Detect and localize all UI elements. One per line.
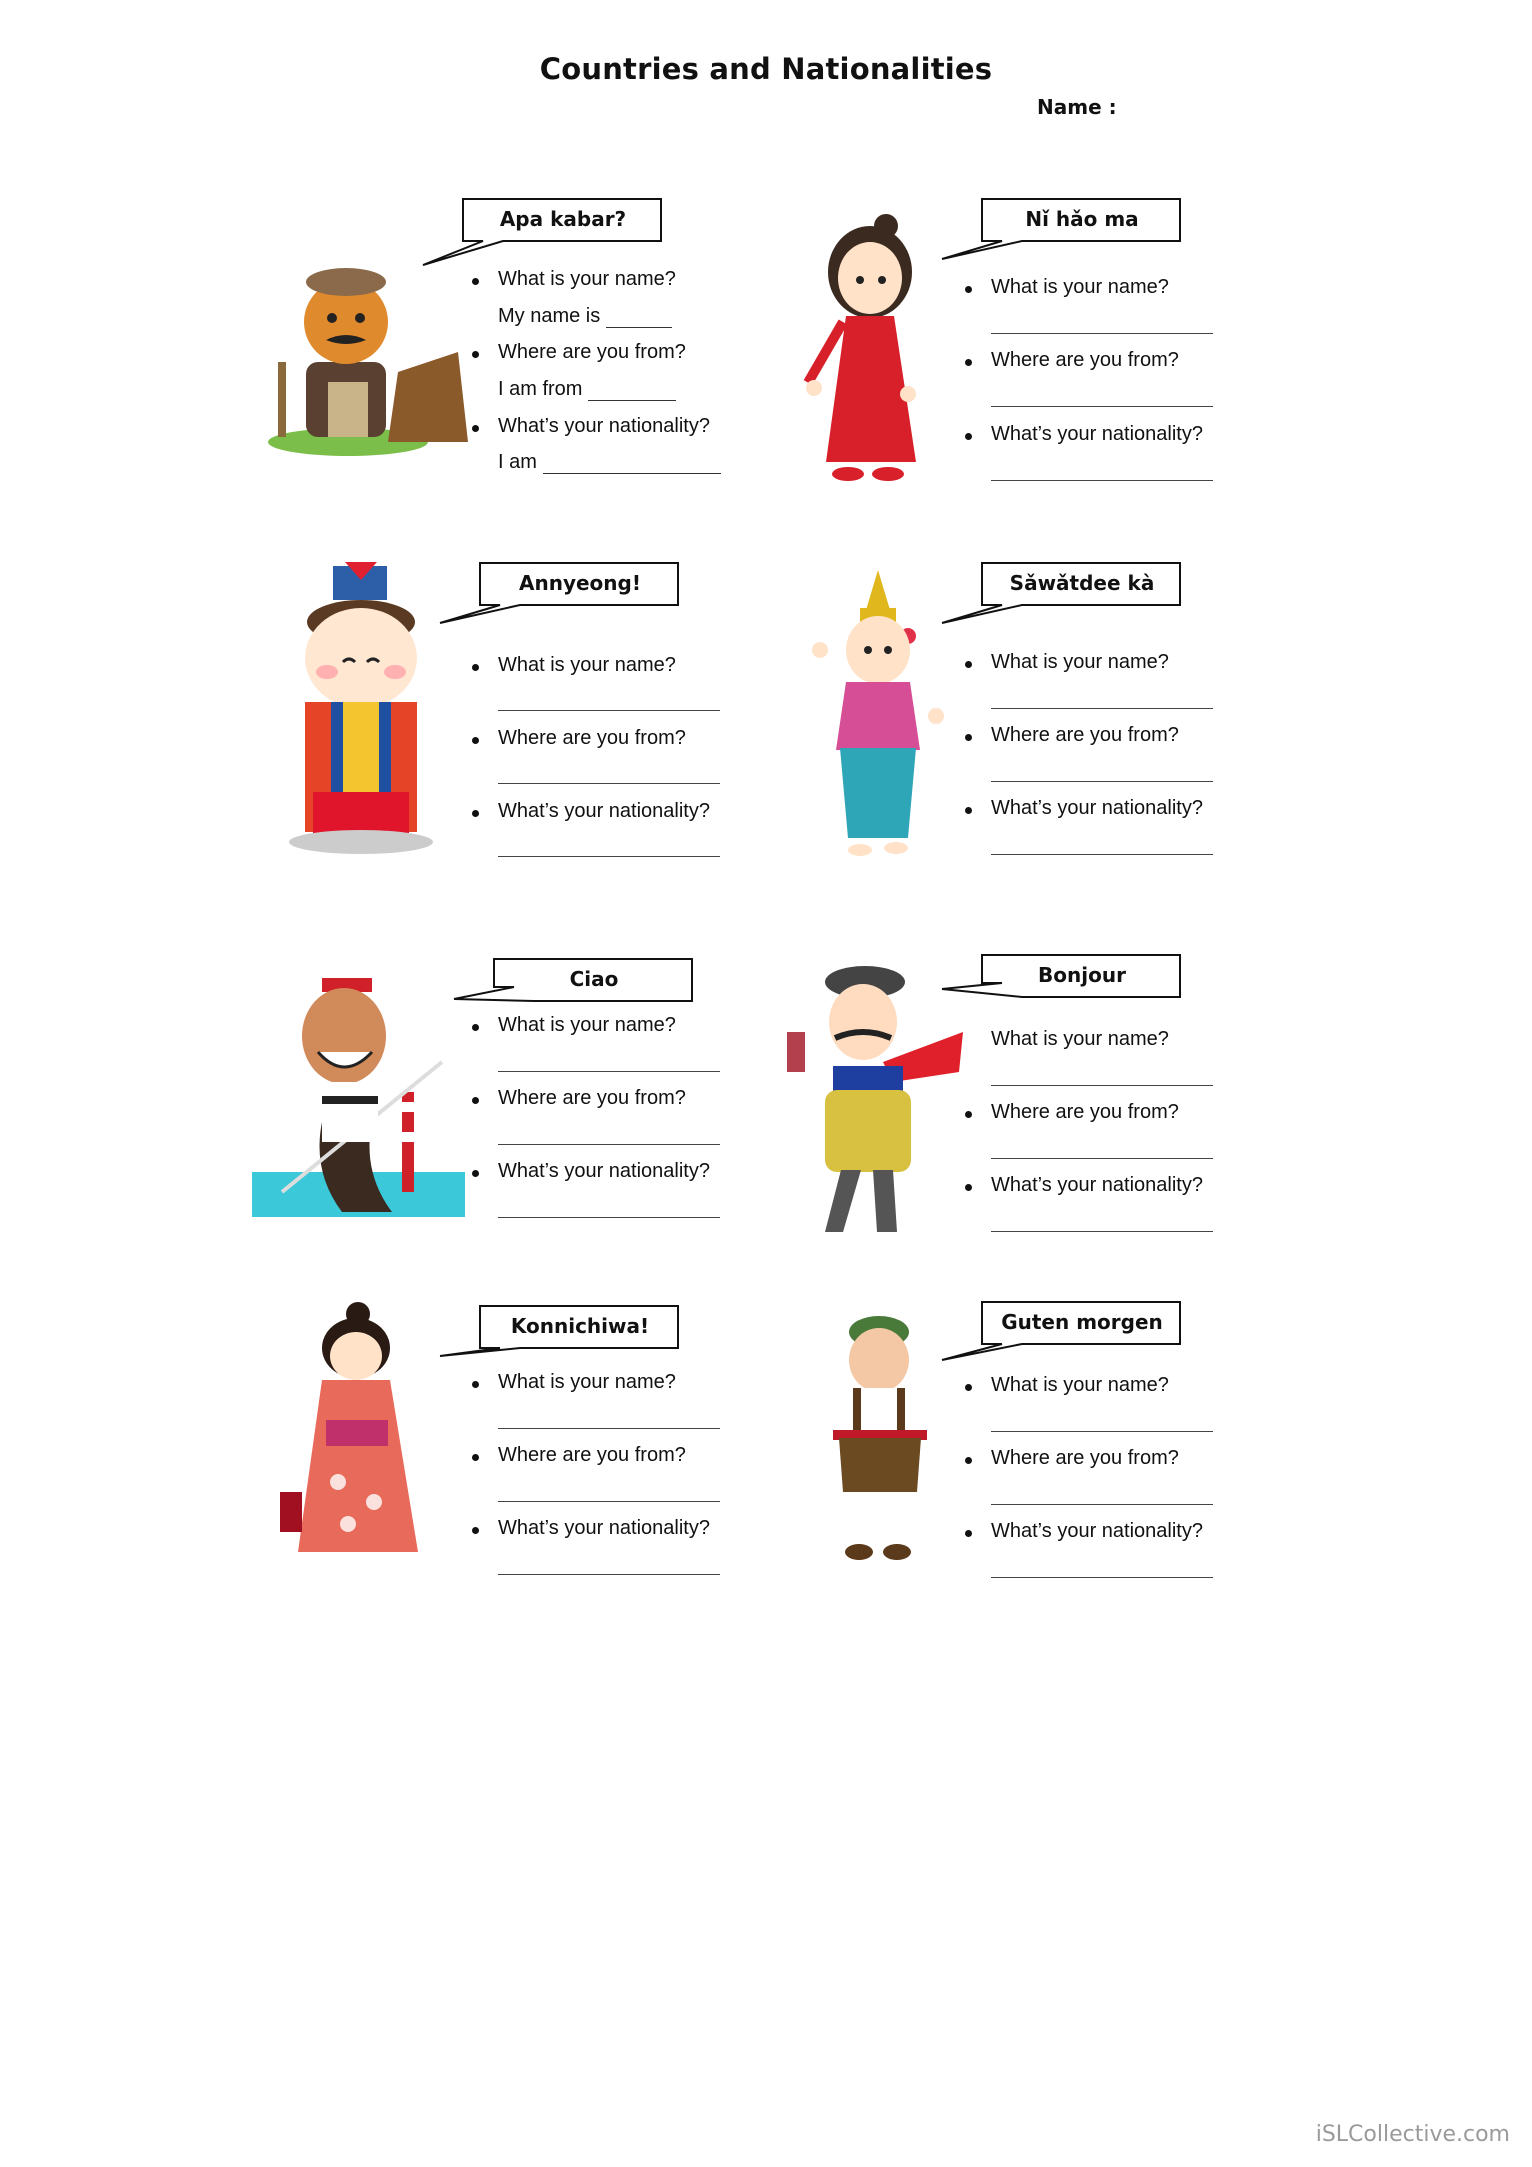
question-nationality: What’s your nationality?: [991, 1520, 1203, 1542]
speech-bubble: [480, 1304, 680, 1350]
answer-name-prompt: My name is: [498, 305, 601, 327]
greeting-text: Annyeong!: [519, 571, 641, 595]
japanese-figure: [278, 1302, 433, 1572]
answer-line[interactable]: [991, 1231, 1213, 1232]
question-name: What is your name?: [498, 268, 676, 290]
answer-line[interactable]: [498, 783, 720, 784]
answer-line[interactable]: [991, 1431, 1213, 1432]
question-from: Where are you from?: [498, 727, 686, 749]
greeting-text: Ciao: [569, 967, 619, 991]
answer-nationality-prompt: I am: [498, 451, 537, 473]
question-from: Where are you from?: [991, 1101, 1179, 1123]
answer-line[interactable]: [991, 854, 1213, 855]
speech-bubble: [982, 953, 1182, 999]
answer-from-prompt: I am from: [498, 378, 583, 400]
question-nationality: What’s your nationality?: [991, 797, 1203, 819]
greeting-text: Guten morgen: [1001, 1310, 1163, 1334]
answer-line[interactable]: [498, 1217, 720, 1218]
answer-line[interactable]: [991, 1577, 1213, 1578]
question-nationality: What’s your nationality?: [498, 415, 710, 437]
question-from: Where are you from?: [991, 1447, 1179, 1469]
speech-bubble: [982, 197, 1182, 243]
answer-line[interactable]: [991, 1504, 1213, 1505]
german-figure: [793, 1302, 963, 1572]
answer-line[interactable]: [991, 406, 1213, 407]
question-name: What is your name?: [991, 1028, 1169, 1050]
answer-line[interactable]: [498, 1071, 720, 1072]
answer-blank[interactable]: [606, 309, 672, 328]
question-name: What is your name?: [991, 651, 1169, 673]
greeting-text: Sǎwǎtdee kà: [1009, 571, 1155, 595]
thai-figure: [808, 570, 948, 860]
answer-line[interactable]: [498, 710, 720, 711]
speech-bubble: [480, 561, 680, 607]
question-nationality: What’s your nationality?: [991, 423, 1203, 445]
question-name: What is your name?: [498, 654, 676, 676]
question-name: What is your name?: [991, 276, 1169, 298]
answer-line[interactable]: [991, 1158, 1213, 1159]
answer-line[interactable]: [498, 1144, 720, 1145]
chinese-figure: [798, 212, 938, 492]
question-from: Where are you from?: [498, 1087, 686, 1109]
question-name: What is your name?: [498, 1371, 676, 1393]
answer-line[interactable]: [498, 1574, 720, 1575]
answer-line[interactable]: [498, 1428, 720, 1429]
question-nationality: What’s your nationality?: [498, 1160, 710, 1182]
italian-gondolier-figure: [252, 972, 465, 1217]
question-from: Where are you from?: [498, 341, 686, 363]
korean-figure: [283, 562, 443, 857]
answer-line[interactable]: [991, 781, 1213, 782]
question-name: What is your name?: [498, 1014, 676, 1036]
answer-line[interactable]: [991, 333, 1213, 334]
speech-bubble: [982, 561, 1182, 607]
greeting-text: Apa kabar?: [499, 207, 627, 231]
answer-line[interactable]: [991, 1085, 1213, 1086]
answer-line[interactable]: [991, 708, 1213, 709]
speech-bubble: [494, 957, 694, 1003]
answer-line[interactable]: [498, 1501, 720, 1502]
greeting-text: Bonjour: [1038, 963, 1126, 987]
answer-blank[interactable]: [543, 455, 721, 474]
answer-blank[interactable]: [588, 382, 676, 401]
question-from: Where are you from?: [991, 349, 1179, 371]
answer-line[interactable]: [498, 856, 720, 857]
answer-line[interactable]: [991, 480, 1213, 481]
speech-bubble: [982, 1300, 1182, 1346]
question-name: What is your name?: [991, 1374, 1169, 1396]
question-nationality: What’s your nationality?: [991, 1174, 1203, 1196]
question-from: Where are you from?: [991, 724, 1179, 746]
page-title: Countries and Nationalities: [539, 52, 993, 86]
greeting-text: Konnichiwa!: [510, 1314, 650, 1338]
watermark: iSLCollective.com: [1315, 2122, 1510, 2147]
speech-bubble: [463, 197, 663, 243]
question-nationality: What’s your nationality?: [498, 800, 710, 822]
question-from: Where are you from?: [498, 1444, 686, 1466]
question-nationality: What’s your nationality?: [498, 1517, 710, 1539]
greeting-text: Nǐ hǎo ma: [1025, 207, 1139, 231]
name-label: Name :: [1037, 95, 1117, 119]
